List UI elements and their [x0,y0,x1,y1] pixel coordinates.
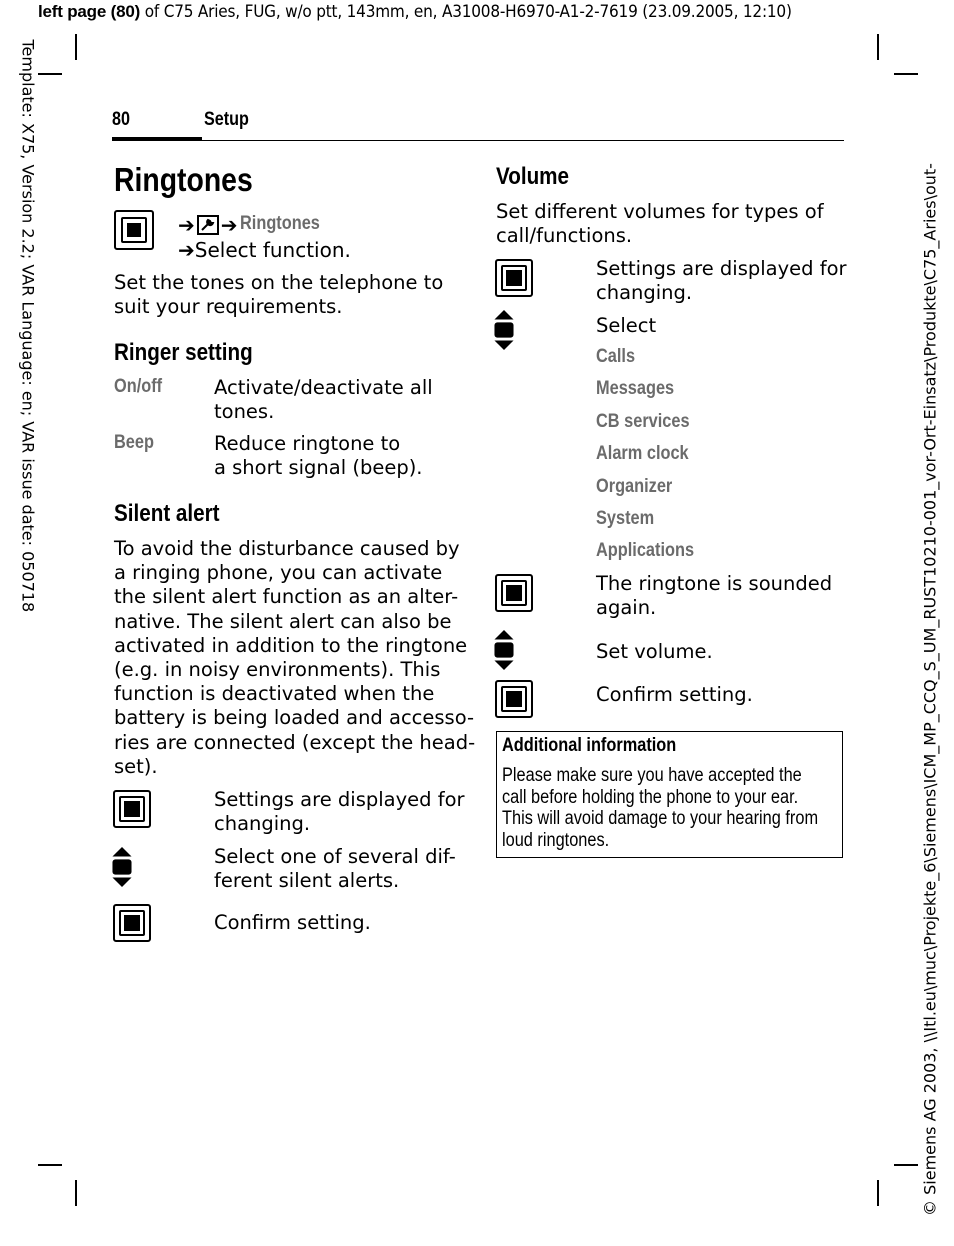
side-copyright-text: © Siemens AG 2003, \\Itl.eu\muc\Projekte_6\Siemens\ICM_MP_CCQ_S_UM_RUST10210-001_vor-Ort-Einsatz\Produkte\C75_Aries\out- [920,163,940,1216]
additional-info-box [496,731,843,858]
page-title: Ringtones [114,161,253,198]
menu-path-line2: ➔Select function. [178,238,351,262]
crop-mark [877,1180,879,1206]
ringer-term-beep: Beep [114,432,154,453]
ringer-heading: Ringer setting [114,339,253,366]
option-organizer: Organizer [596,475,673,497]
ringer-desc-beep: Reduce ringtone to a short signal (beep). [214,432,423,480]
info-title: Additional information [502,735,677,756]
crop-mark [38,1164,62,1166]
crop-mark [894,73,918,75]
volume-intro: Set different volumes for types of call/functions. [496,200,824,248]
navigation-key-icon [112,847,132,887]
menu-key-icon [113,790,151,828]
crop-mark [75,1180,77,1206]
volume-step-2: Select [596,314,657,337]
volume-step-3: The ringtone is sounded again. [596,572,833,620]
silent-step-2: Select one of several dif- ferent silent alerts. [214,845,456,893]
menu-path-line1 [178,213,332,237]
silent-text: To avoid the disturbance caused by a ringing phone, you can activate the silent alert function as an alter- native. The silent alert can also be activated in addition to the ringtone (e.g. in noisy environments). This function is deactivated when the battery is being loaded and accesso- ries are connected (except the head- set). [114,537,476,778]
volume-step-1: Settings are displayed for changing. [596,257,847,305]
page-number: 80 [112,109,130,130]
menu-path-ringtones: Ringtones [239,213,320,234]
menu-key-icon [113,904,151,942]
print-header-page: left page (80) [38,2,141,21]
option-messages: Messages [596,378,675,400]
silent-step-1: Settings are displayed for changing. [214,788,465,836]
crop-mark [38,73,62,75]
crop-mark [894,1164,918,1166]
option-system: System [596,507,655,529]
print-header-details: of C75 Aries, FUG, w/o ptt, 143mm, en, A31008-H6970-A1-2-7619 (23.09.2005, 12:10) [140,2,792,22]
option-applications: Applications [596,540,695,562]
header-rule [112,140,844,141]
menu-key-icon [114,210,154,250]
intro-text: Set the tones on the telephone to suit your requirements. [114,271,444,319]
menu-key-icon [495,680,533,718]
volume-step-4: Set volume. [596,640,713,663]
menu-key-icon [495,259,533,297]
volume-heading: Volume [496,163,570,190]
crop-mark [75,34,77,60]
arrow-icon: ➔ [178,213,195,237]
wrench-icon [197,215,219,235]
option-cb-services: CB services [596,410,690,432]
print-header [38,2,792,22]
menu-key-icon [495,574,533,612]
ringer-term-onoff: On/off [114,376,163,397]
silent-heading: Silent alert [114,500,220,527]
volume-options [596,346,710,573]
navigation-key-icon [494,630,514,670]
silent-step-3: Confirm setting. [214,911,371,934]
option-calls: Calls [596,346,636,367]
section-title: Setup [204,109,249,130]
ringer-desc-onoff: Activate/deactivate all tones. [214,376,433,424]
arrow-icon: ➔ [220,213,238,237]
navigation-key-icon [494,310,514,350]
volume-step-5: Confirm setting. [596,683,753,706]
crop-mark [877,34,879,60]
option-alarm-clock: Alarm clock [596,443,689,465]
side-template-text: Template: X75, Version 2.2; VAR Language: en; VAR issue date: 050718 [18,39,38,613]
info-text: Please make sure you have accepted the call before holding the phone to your ear. This will avoid damage to your hearing from loud ringtones. [502,765,819,851]
